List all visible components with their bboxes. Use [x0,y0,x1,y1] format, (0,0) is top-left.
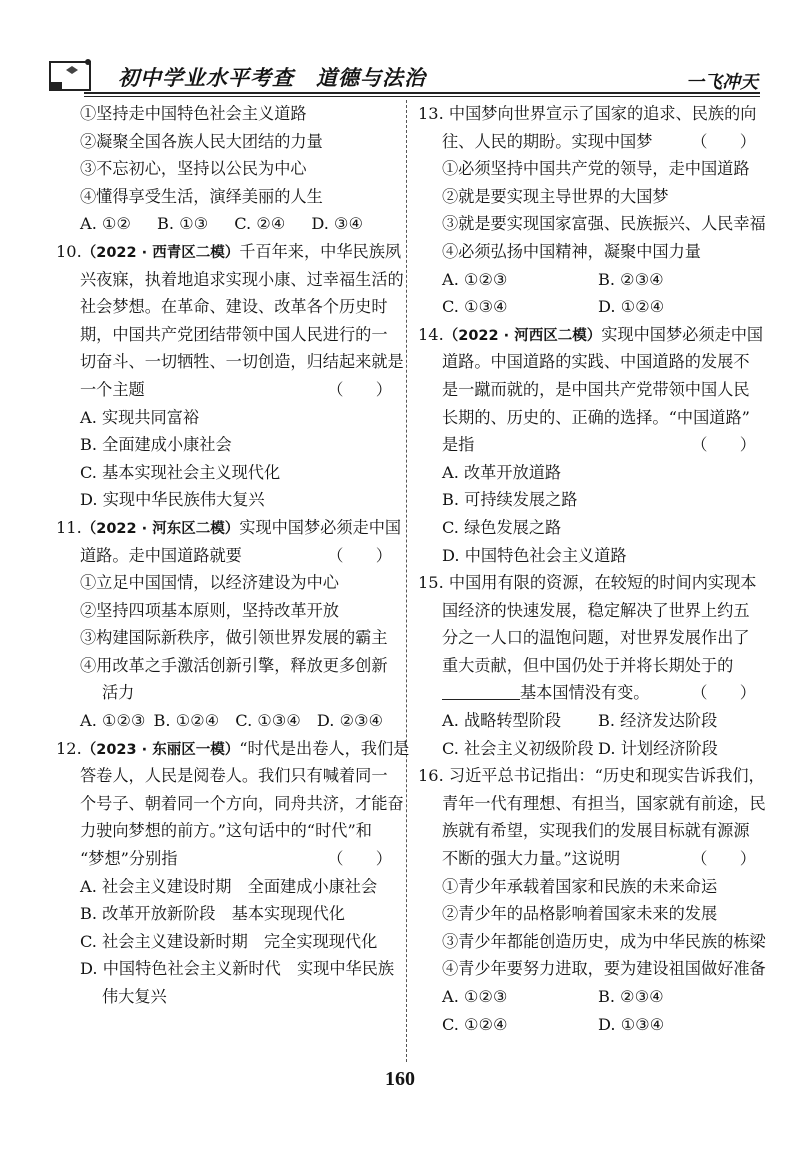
question-number: 14. [418,324,444,344]
choice-b: B. ①③ [157,214,209,234]
choice-c: C. ①③④ [235,711,301,731]
choice-c: C. 绿色发展之路 [442,517,562,537]
option-item: ②凝聚全国各族人民大团结的力量 [80,131,323,151]
choice-b: B. 全面建成小康社会 [80,435,232,455]
question-text: 13. 中国梦向世界宣示了国家的追求、民族的向 [418,104,757,123]
choice-a: A. ①②③ [442,269,508,289]
answer-paren: （ ） [691,131,756,151]
question-text: 力驶向梦想的前方。”这句话中的“时代”和 [80,821,372,841]
choice-c: C. ②④ [234,214,286,234]
option-item: ②坚持四项基本原则，坚持改革开放 [80,600,339,620]
header-logo-icon [48,56,94,92]
choices-row [418,735,762,763]
option-item: ③不忘初心，坚持以公民为中心 [80,159,307,179]
question-13 [418,100,766,321]
choice-c: C. ①②④ [442,1014,508,1034]
question-text: 族就有希望，实现我们的发展目标就有源源 [442,821,750,841]
question-source: （2022 · 河东区二模） [81,520,240,537]
option-item-cont: 活力 [102,683,135,703]
option-item: ③青少年都能创造历史，成为中华民族的栋梁 [442,931,766,951]
choice-b: B. 经济发达阶段 [598,711,718,731]
question-text: “时代是出卷人，我们是 [239,738,410,758]
option-item: ①坚持走中国特色社会主义道路 [80,104,307,123]
column-divider [406,100,407,1062]
option-item: ③构建国际新秩序，做引领世界发展的霸主 [80,628,388,648]
choice-d: D. ②③④ [316,711,384,731]
page-number: 160 [385,1068,415,1090]
question-text: 是指 [442,435,475,455]
question-text: 分之一人口的温饱问题，对世界发展作出了 [442,628,750,648]
choice-a: A. 改革开放道路 [442,462,562,482]
question-14 [418,321,762,569]
choices-row [418,707,762,735]
choice-b: B. ②③④ [598,987,664,1006]
choice-d: D. ①③④ [598,1014,665,1034]
choice-c: C. 社会主义建设新时期 完全实现现代化 [80,931,378,951]
question-text: 长期的、历史的、正确的选择。“中国道路” [442,407,750,427]
question-16 [418,762,766,1038]
choice-a: A. ①② [80,214,132,234]
option-item: ①立足中国国情，以经济建设为中心 [80,573,339,593]
left-column [56,100,410,1011]
choice-a: A. 社会主义建设时期 全面建成小康社会 [80,876,378,896]
question-text: 社会梦想。在革命、建设、改革各个历史时 [80,297,388,317]
question-text: 道路。中国道路的实践、中国道路的发展不 [442,352,750,372]
question-text: 答卷人，人民是阅卷人。我们只有喊着同一 [80,766,388,786]
question-source: （2023 · 东丽区一模） [81,741,240,758]
choices-row [418,1011,762,1039]
question-number: 11. [56,517,82,537]
header-brand: 一飞冲天 [686,72,758,93]
choice-d: D. ③④ [311,214,364,234]
question-text: 实现中国梦必须走中国 [239,517,402,537]
answer-paren: （ ） [691,435,756,455]
fill-blank [442,681,520,700]
question-10 [56,238,404,514]
question-number: 12. [56,738,82,758]
choice-a: A. 战略转型阶段 [442,711,562,731]
answer-paren: （ ） [327,379,392,399]
option-item: ①青少年承载着国家和民族的未来命运 [442,876,718,896]
question-text: 道路。走中国道路就要 [80,545,242,565]
choice-c: C. 基本实现社会主义现代化 [80,462,281,482]
option-item: ④用改革之手激活创新引擎，释放更多创新 [80,655,388,675]
choice-d: D. 中国特色社会主义新时代 实现中华民族 [80,959,395,979]
answer-paren: （ ） [691,849,756,869]
choice-d: D. 实现中华民族伟大复兴 [80,490,265,510]
choice-b: B. ①②④ [153,711,220,731]
option-item: ④懂得享受生活，演绎美丽的人生 [80,186,323,206]
question-text: 实现中国梦必须走中国 [601,324,764,344]
question-text: 期，中国共产党团结带领中国人民进行的一 [80,324,388,344]
option-item: ④青少年要努力进取，要为建设祖国做好准备 [442,959,766,979]
option-item: ①必须坚持中国共产党的领导，走中国道路 [442,159,750,179]
header-title: 初中学业水平考查 道德与法治 [118,65,426,90]
question-text: 往、人民的期盼。实现中国梦 [442,131,653,151]
question-text: 重大贡献，但中国仍处于并将长期处于的 [442,655,734,675]
question-9-options [56,100,398,238]
question-text: 是一蹴而就的，是中国共产党带领中国人民 [442,379,750,399]
choice-d: D. ①②④ [598,297,665,317]
choice-c: C. 社会主义初级阶段 [442,738,594,758]
question-text: 16. 习近平总书记指出：“历史和现实告诉我们， [418,766,765,786]
choice-d: D. 计划经济阶段 [598,738,718,758]
question-source: （2022 · 河西区二模） [443,327,602,344]
question-text: 国经济的快速发展，稳定解决了世界上约五 [442,600,750,620]
choice-b: B. ②③④ [598,269,664,289]
answer-paren: （ ） [691,683,756,703]
choices-row [418,266,762,294]
question-text: 基本国情没有变。 [520,683,650,703]
question-source: （2022 · 西青区二模） [81,244,240,261]
question-text: “梦想”分别指 [80,849,178,869]
answer-paren: （ ） [327,545,392,565]
choice-c: C. ①③④ [442,297,508,317]
question-11 [56,514,402,735]
option-item: ④必须弘扬中国精神，凝聚中国力量 [442,241,701,261]
question-text: 15. 中国用有限的资源，在较短的时间内实现本 [418,573,757,593]
question-9-choices [56,210,398,238]
choice-a: A. 实现共同富裕 [80,407,200,427]
question-15 [418,569,762,762]
option-item: ②青少年的品格影响着国家未来的发展 [442,904,718,924]
choices-row [418,983,762,1011]
choice-a: A. ①②③ [442,987,508,1006]
question-text: 青年一代有理想、有担当，国家就有前途，民 [442,793,766,813]
question-text: 一个主题 [80,379,145,399]
question-11-choices [56,707,398,735]
choice-d-cont: 伟大复兴 [102,987,167,1006]
right-column [418,100,766,1038]
answer-paren: （ ） [327,849,392,869]
choice-d: D. 中国特色社会主义道路 [442,545,627,565]
question-12 [56,735,410,1011]
question-text: 切奋斗、一切牺牲、一切创造，归结起来就是 [80,352,404,372]
option-item: ③就是要实现国家富强、民族振兴、人民幸福 [442,214,766,234]
choices-row [418,293,762,321]
question-number: 10. [56,241,82,261]
question-text: 不断的强大力量。”这说明 [442,849,621,869]
choice-b: B. 可持续发展之路 [442,490,578,510]
question-text: 个号子、朝着同一个方向，同舟共济，才能奋 [80,793,404,813]
choice-a: A. ①②③ [80,711,146,731]
page-header [48,52,760,96]
option-item: ②就是要实现主导世界的大国梦 [442,186,669,206]
choice-b: B. 改革开放新阶段 基本实现现代化 [80,904,345,924]
header-rule [84,92,760,97]
question-text: 兴夜寐，执着地追求实现小康、过幸福生活的 [80,269,404,289]
question-text: 千百年来，中华民族夙 [239,241,402,261]
